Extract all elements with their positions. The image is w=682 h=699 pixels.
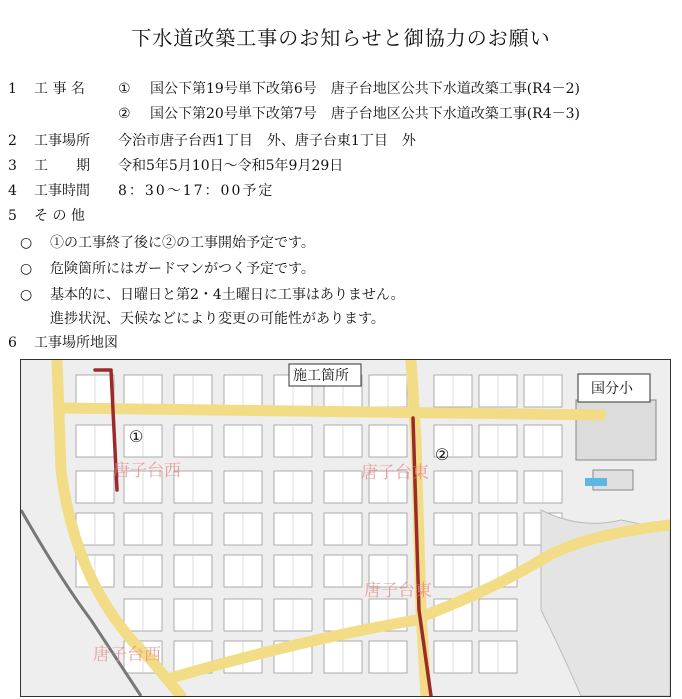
area-label: 唐子台東 (364, 581, 432, 600)
area-label: 唐子台西 (113, 461, 181, 480)
work-marker-2: ② (118, 106, 131, 122)
work-marker-1: ① (118, 81, 131, 97)
work-name-label: 工 事 名 (34, 81, 85, 97)
bullet-text: 基本的に、日曜日と第2・4土曜日に工事はありません。 (50, 287, 405, 303)
work-name-1: 国公下第19号単下改第6号 唐子台地区公共下水道改築工事(R4－2) (150, 81, 580, 97)
construction-map (20, 359, 671, 697)
bullet-text: ①の工事終了後に②の工事開始予定です。 (50, 235, 315, 251)
item-number: 1 (8, 81, 17, 97)
hours-label: 工事時間 (34, 183, 90, 199)
area-label: 唐子台西 (93, 645, 161, 664)
page-title: 下水道改築工事のお知らせと御協力のお願い (131, 26, 551, 50)
period-label: 工 期 (34, 158, 90, 174)
map-canvas (21, 360, 670, 696)
bullet-icon: ○ (20, 261, 33, 277)
main-road-north (61, 408, 601, 415)
item-number: 4 (8, 183, 17, 199)
bullet-text: 危険箇所にはガードマンがつく予定です。 (50, 261, 315, 277)
other-label: そ の 他 (34, 208, 85, 224)
map-heading-label: 工事場所地図 (34, 335, 118, 351)
bullet-continuation-text: 進捗状況、天候などにより変更の可能性があります。 (50, 311, 385, 327)
legend-label: 施工箇所 (293, 369, 349, 384)
item-number: 6 (8, 335, 17, 351)
location-value: 今治市唐子台西1丁目 外、唐子台東1丁目 外 (118, 133, 416, 149)
bullet-icon: ○ (20, 287, 33, 303)
marker-2-label: ② (435, 445, 450, 464)
item-number: 2 (8, 133, 17, 149)
school-grounds (576, 400, 656, 460)
hours-value: 8：30～17：00予定 (118, 183, 275, 199)
area-label: 唐子台東 (361, 463, 429, 482)
item-number: 3 (8, 158, 17, 174)
bullet-icon: ○ (20, 235, 33, 251)
work-name-2: 国公下第20号単下改第7号 唐子台地区公共下水道改築工事(R4－3) (150, 106, 580, 122)
marker-1-label: ① (129, 427, 144, 446)
period-value: 令和5年5月10日～令和5年9月29日 (118, 158, 344, 174)
school-label: 国分小 (591, 382, 633, 397)
item-number: 5 (8, 208, 17, 224)
location-label: 工事場所 (34, 133, 90, 149)
pond (585, 478, 607, 486)
